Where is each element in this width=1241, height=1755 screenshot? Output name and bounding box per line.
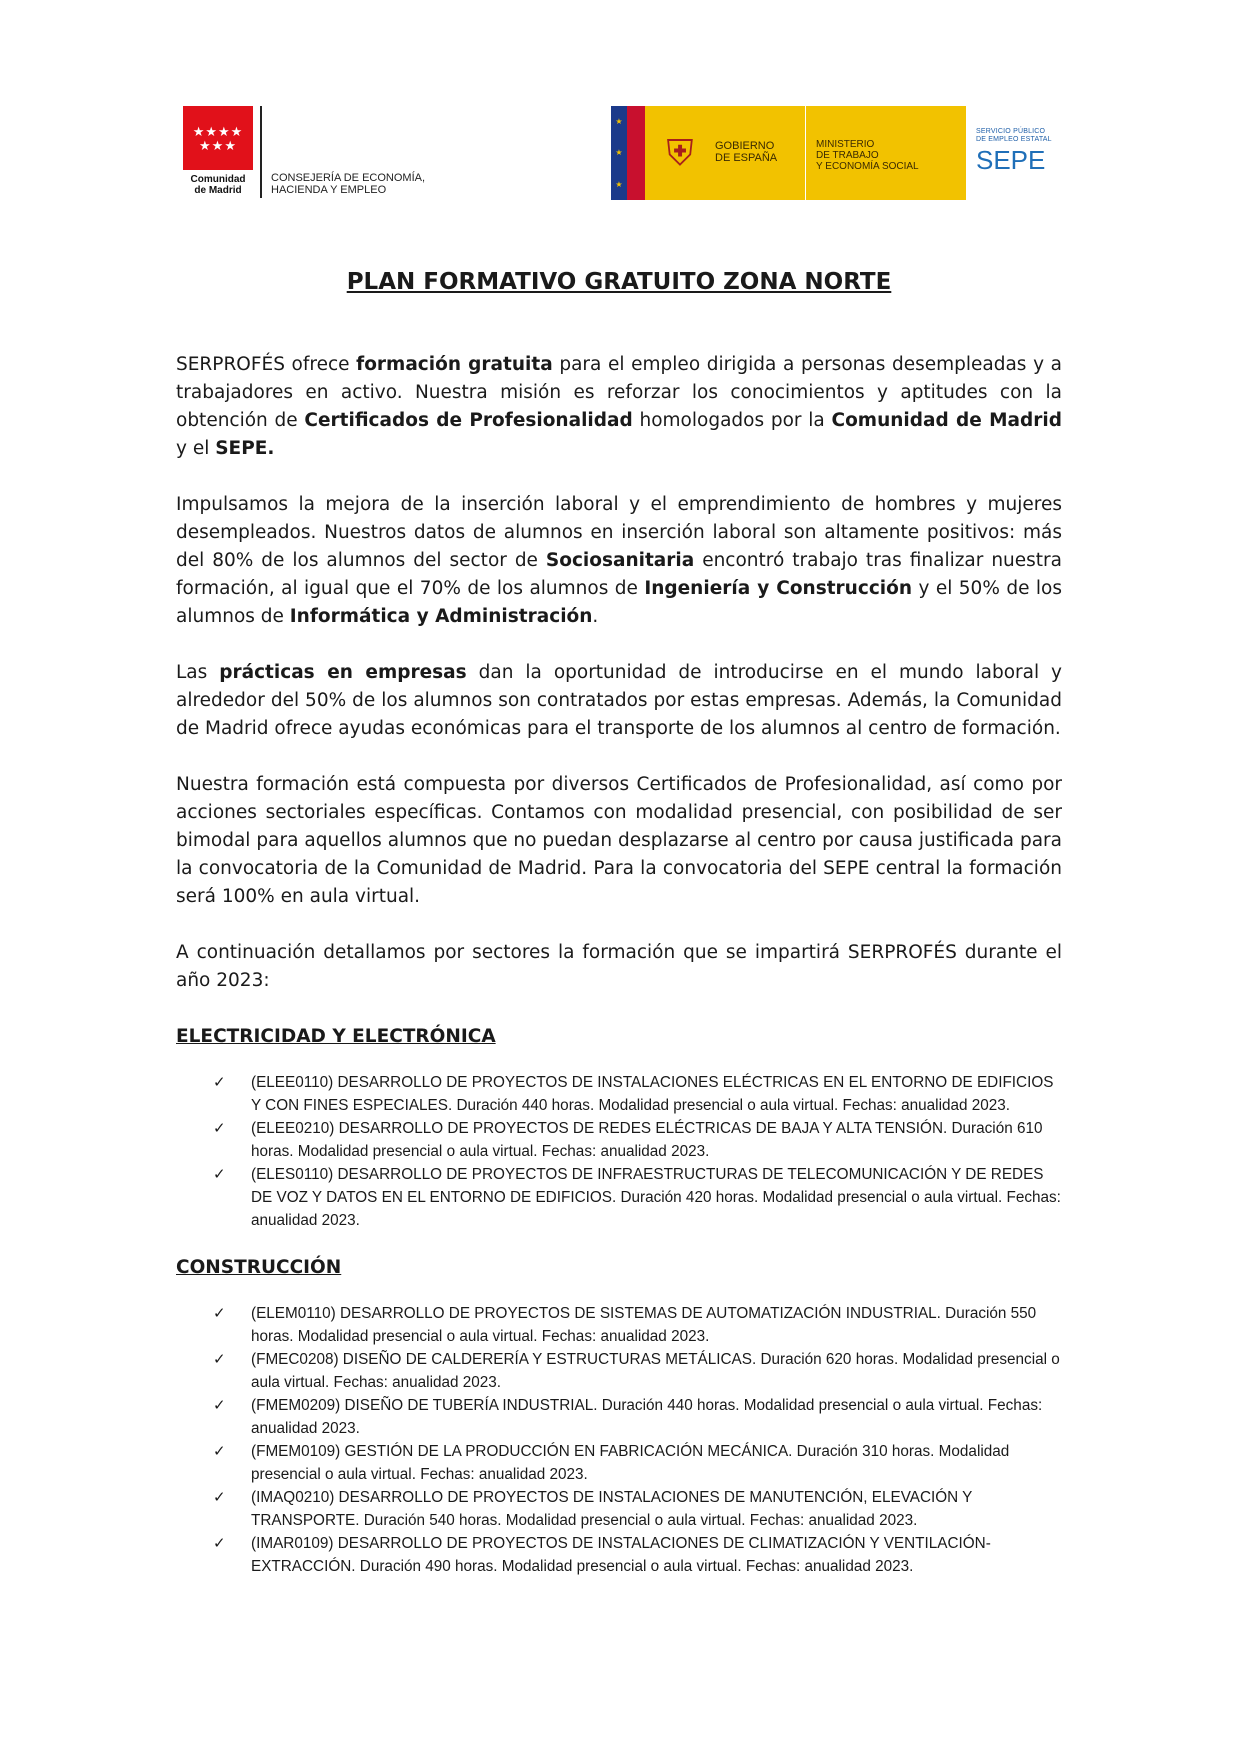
course-item: ✓ (FMEC0208) DISEÑO DE CALDERERÍA Y ESTRUCTURAS METÁLICAS. Duración 620 horas. Modalidad presencial o aula virtual. Fechas: anualidad 2023. [176,1348,1062,1394]
document-body [176,267,1062,1600]
course-item: ✓ (ELES0110) DESARROLLO DE PROYECTOS DE INFRAESTRUCTURAS DE TELECOMUNICACIÓN Y DE REDES DE VOZ Y DATOS EN EL ENTORNO DE EDIFICIOS. Duración 420 horas. Modalidad presencial o aula virtual. Fechas: anualidad 2023. [176,1163,1062,1232]
gobierno-label: GOBIERNO DE ESPAÑA [715,140,778,164]
page-title: PLAN FORMATIVO GRATUITO ZONA NORTE [346,269,892,295]
check-icon: ✓ [213,1074,226,1091]
check-icon: ✓ [213,1397,226,1414]
course-list-electricidad [176,1071,1062,1232]
coat-of-arms-icon: ⛨ [666,131,694,173]
logo-divider [260,106,262,198]
check-icon: ✓ [213,1305,226,1322]
check-icon: ✓ [213,1489,226,1506]
intro-paragraph: SERPROFÉS ofrece formación gratuita para el empleo dirigida a personas desempleadas y a trabajadores en activo. Nuestra misión es reforzar los conocimientos y aptitudes con la obtención de Certificados de Profesionalidad homologados por la Comunidad de Madrid y el SEPE. [176,354,1062,459]
sepe-logo: SERVICIO PÚBLICO DE EMPLEO ESTATAL SEPE [966,106,1058,200]
check-icon: ✓ [213,1351,226,1368]
check-icon: ✓ [213,1120,226,1137]
check-icon: ✓ [213,1443,226,1460]
course-item: ✓ (FMEM0209) DISEÑO DE TUBERÍA INDUSTRIAL. Duración 440 horas. Modalidad presencial o aula virtual. Fechas: anualidad 2023. [176,1394,1062,1440]
course-item: ✓ (ELEM0110) DESARROLLO DE PROYECTOS DE SISTEMAS DE AUTOMATIZACIÓN INDUSTRIAL. Duración 550 horas. Modalidad presencial o aula virtual. Fechas: anualidad 2023. [176,1302,1062,1348]
course-item: ✓ (ELEE0210) DESARROLLO DE PROYECTOS DE REDES ELÉCTRICAS DE BAJA Y ALTA TENSIÓN. Duración 610 horas. Modalidad presencial o aula virtual. Fechas: anualidad 2023. [176,1117,1062,1163]
section-heading-construccion: CONSTRUCCIÓN [176,1257,342,1278]
gobierno-sepe-logo [611,106,1058,200]
madrid-flag-icon: ★★★★ ★★★ [183,106,253,170]
course-item: ✓ (IMAR0109) DESARROLLO DE PROYECTOS DE INSTALACIONES DE CLIMATIZACIÓN Y VENTILACIÓN-EXTRACCIÓN. Duración 490 horas. Modalidad presencial o aula virtual. Fechas: anualidad 2023. [176,1532,1062,1578]
insertion-paragraph: Impulsamos la mejora de la inserción laboral y el emprendimiento de hombres y mujeres desempleados. Nuestros datos de alumnos en inserción laboral son altamente positivos: más del 80% de los alumnos del sector de Sociosanitaria encontró trabajo tras finalizar nuestra formación, al igual que el 70% de los alumnos de Ingeniería y Construcción y el 50% de los alumnos de Informática y Administración. [176,494,1062,627]
check-icon: ✓ [213,1535,226,1552]
comunidad-de-madrid-logo [183,106,453,201]
course-item: ✓ (FMEM0109) GESTIÓN DE LA PRODUCCIÓN EN FABRICACIÓN MECÁNICA. Duración 310 horas. Modalidad presencial o aula virtual. Fechas: anualidad 2023. [176,1440,1062,1486]
course-item: ✓ (ELEE0110) DESARROLLO DE PROYECTOS DE INSTALACIONES ELÉCTRICAS EN EL ENTORNO DE EDIFICIOS Y CON FINES ESPECIALES. Duración 440 horas. Modalidad presencial o aula virtual. Fechas: anualidad 2023. [176,1071,1062,1117]
course-item: ✓ (IMAQ0210) DESARROLLO DE PROYECTOS DE INSTALACIONES DE MANUTENCIÓN, ELEVACIÓN Y TRANSPORTE. Duración 540 horas. Modalidad presencial o aula virtual. Fechas: anualidad 2023. [176,1486,1062,1532]
sectors-intro-paragraph: A continuación detallamos por sectores la formación que se impartirá SERPROFÉS durante el año 2023: [176,942,1062,991]
course-list-construccion [176,1302,1062,1578]
cam-name: Comunidad de Madrid [190,174,246,196]
consejeria-label: CONSEJERÍA DE ECONOMÍA, HACIENDA Y EMPLEO [271,172,426,196]
internships-paragraph: Las prácticas en empresas dan la oportunidad de introducirse en el mundo laboral y alrededor del 50% de los alumnos son contratados por estas empresas. Además, la Comunidad de Madrid ofrece ayudas económicas para el transporte de los alumnos al centro de formación. [176,662,1062,739]
ministerio-label: MINISTERIO DE TRABAJO Y ECONOMÍA SOCIAL [816,139,919,172]
check-icon: ✓ [213,1166,226,1183]
modality-paragraph: Nuestra formación está compuesta por diversos Certificados de Profesionalidad, así como por acciones sectoriales específicas. Contamos con modalidad presencial, con posibilidad de ser bimodal para aquellos alumnos que no puedan desplazarse al centro por causa justificada para la convocatoria de la Comunidad de Madrid. Para la convocatoria del SEPE central la formación será 100% en aula virtual. [176,774,1062,907]
section-heading-electricidad: ELECTRICIDAD Y ELECTRÓNICA [176,1026,496,1047]
eu-stars-icon: ★ ★ ★ [611,106,627,200]
